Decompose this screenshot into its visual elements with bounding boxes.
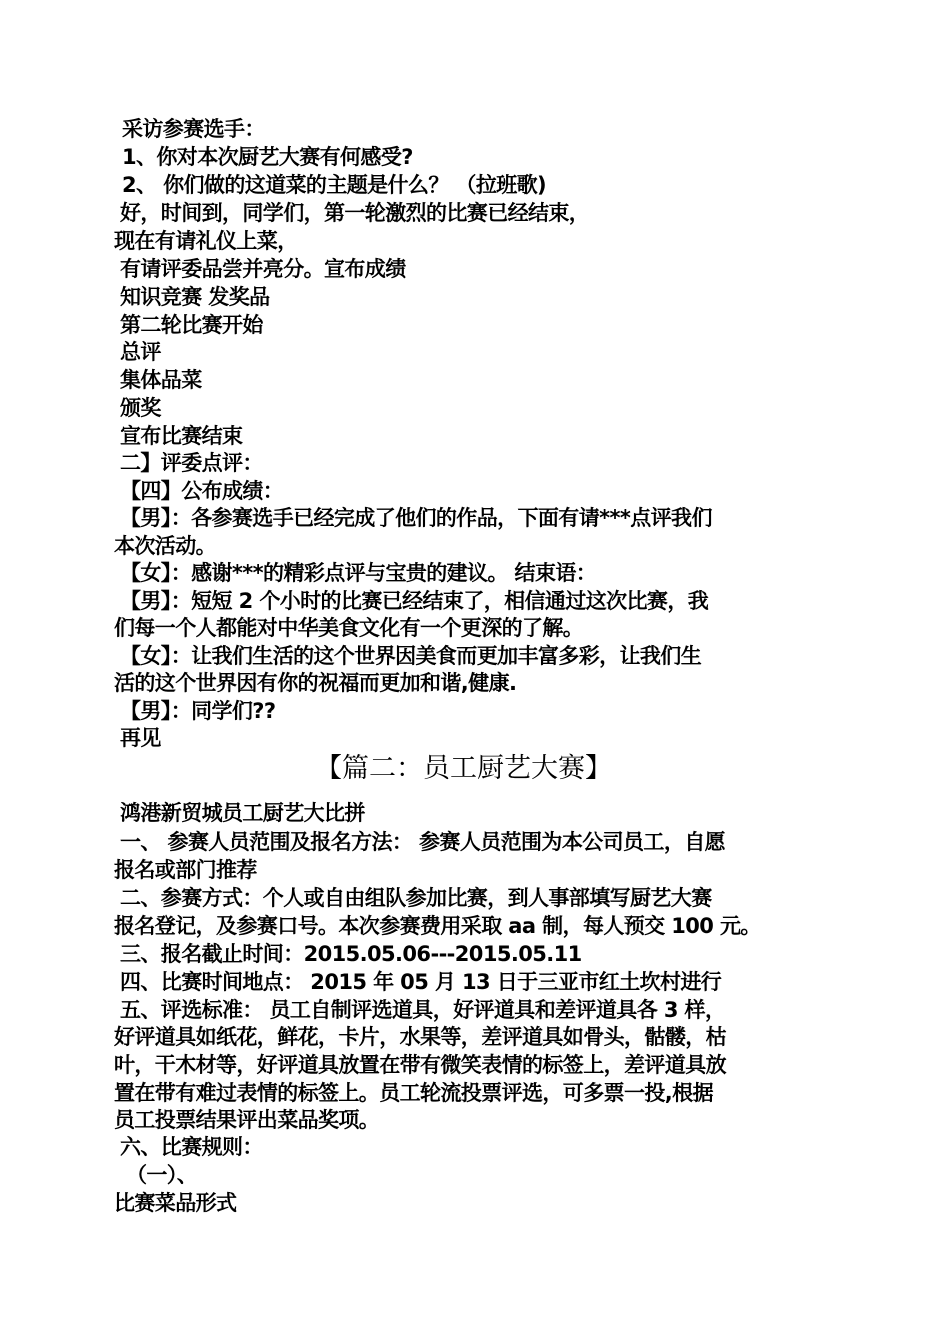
text-line: 1、你对本次厨艺大赛有何感受?: [122, 145, 413, 169]
text-line: （一）、: [126, 1163, 198, 1187]
text-line: 员工投票结果评出菜品奖项。: [114, 1108, 380, 1132]
text-line: 二】评委点评：: [120, 451, 263, 475]
text-line: 叶，干木材等，好评道具放置在带有微笑表情的标签上，差评道具放: [114, 1053, 726, 1077]
text-line: 报名登记，及参赛口号。本次参赛费用采取 aa 制，每人预交 100 元。: [114, 914, 761, 938]
text-line: 有请评委品尝并亮分。宣布成绩: [120, 257, 406, 281]
text-line: 颁奖: [120, 396, 161, 420]
text-line: 【男】：短短 2 个小时的比赛已经结束了，相信通过这次比赛，我: [120, 589, 709, 613]
text-line: 四、比赛时间地点： 2015 年 05 月 13 日于三亚市红土坎村进行: [120, 970, 722, 994]
text-line: 第二轮比赛开始: [120, 313, 263, 337]
text-line: 总评: [120, 340, 161, 364]
text-line: 采访参赛选手：: [122, 117, 265, 141]
text-line: 置在带有难过表情的标签上。员工轮流投票评选，可多票一投,根据: [114, 1081, 713, 1105]
text-line: 六、比赛规则：: [120, 1135, 263, 1159]
text-line: 鸿港新贸城员工厨艺大比拼: [120, 801, 365, 825]
text-line: 再见: [120, 726, 161, 750]
text-line: 知识竞赛 发奖品: [120, 285, 270, 309]
text-line: 活的这个世界因有你的祝福而更加和谐,健康.: [114, 671, 517, 695]
text-line: 一、 参赛人员范围及报名方法： 参赛人员范围为本公司员工，自愿: [120, 830, 726, 854]
section-heading: 【篇二：员工厨艺大赛】: [315, 753, 612, 784]
text-line: 好，时间到，同学们，第一轮激烈的比赛已经结束，: [120, 201, 590, 225]
text-line: 报名或部门推荐: [114, 858, 257, 882]
text-line: 集体品菜: [120, 368, 202, 392]
text-line: 好评道具如纸花，鲜花，卡片，水果等，差评道具如骨头，骷髅，枯: [114, 1025, 726, 1049]
text-line: 三、报名截止时间：2015.05.06---2015.05.11: [120, 942, 582, 966]
text-line: 现在有请礼仪上菜，: [114, 229, 298, 253]
text-line: 2、 你们做的这道菜的主题是什么？ （拉班歌): [122, 173, 547, 197]
text-line: 【四】公布成绩：: [120, 479, 284, 503]
text-line: 【女】：让我们生活的这个世界因美食而更加丰富多彩，让我们生: [120, 644, 702, 668]
text-line: 【女】：感谢***的精彩点评与宝贵的建议。 结束语：: [120, 561, 597, 585]
text-line: 们每一个人都能对中华美食文化有一个更深的了解。: [114, 616, 584, 640]
text-line: 五、评选标准： 员工自制评选道具，好评道具和差评道具各 3 样，: [120, 998, 726, 1022]
text-line: 比赛菜品形式: [114, 1191, 237, 1215]
text-line: 二、参赛方式：个人或自由组队参加比赛，到人事部填写厨艺大赛: [120, 886, 712, 910]
text-line: 【男】：各参赛选手已经完成了他们的作品，下面有请***点评我们: [120, 506, 712, 530]
text-line: 宣布比赛结束: [120, 424, 243, 448]
text-line: 本次活动。: [114, 534, 216, 558]
text-line: 【男】：同学们??: [120, 699, 276, 723]
